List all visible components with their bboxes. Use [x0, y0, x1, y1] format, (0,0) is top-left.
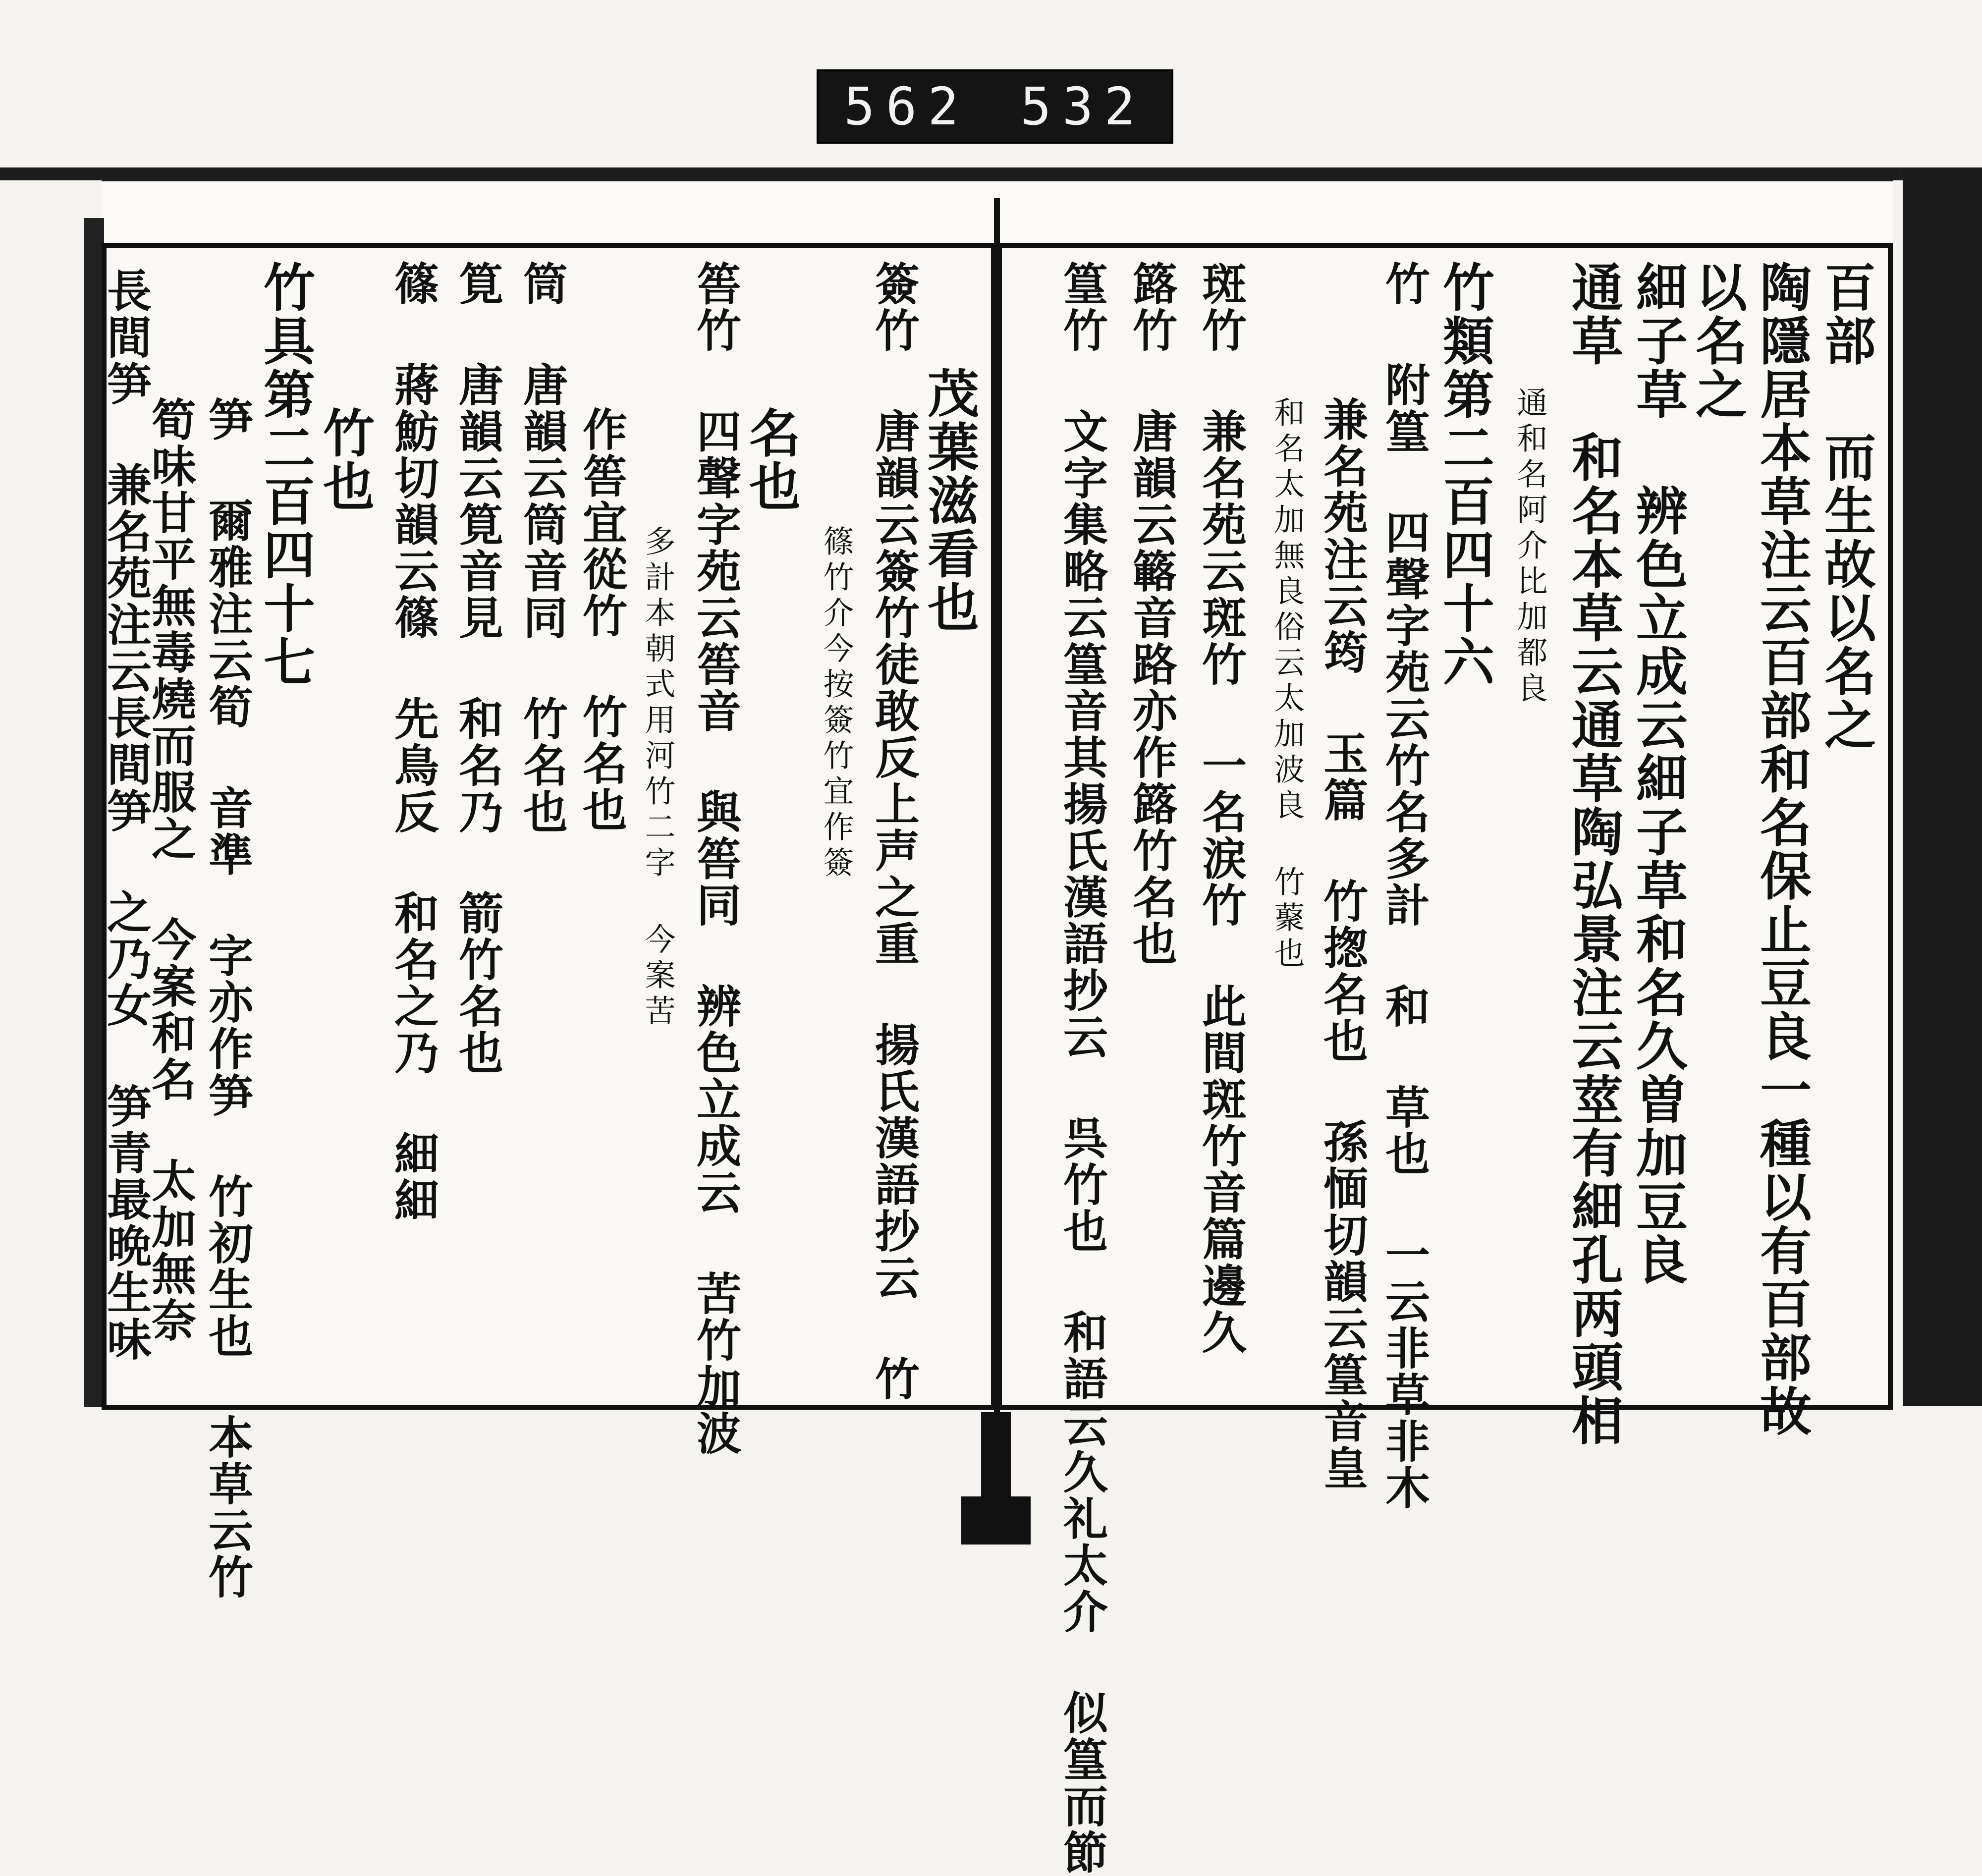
text-column: 篠 蔣魴切韻云篠 先鳥反 和名之乃 細細	[386, 261, 439, 1224]
section-heading: 竹具第二百四十七	[255, 261, 316, 689]
text-column: 竹也	[314, 406, 375, 513]
text-column: 兼名苑注云筠 玉篇 竹揔名也 孫愐切韻云篁音皇	[1316, 396, 1368, 1491]
text-column: 細子草 辨色立成云細子草和名久曽加豆良	[1627, 261, 1688, 1287]
page-number-label	[817, 69, 1173, 144]
text-column: 作筶宜從竹 竹名也	[575, 406, 627, 833]
book-gutter	[994, 198, 1000, 1496]
left-page	[99, 243, 996, 1600]
text-column: 筒 唐韻云筒音同 竹名也	[515, 261, 568, 835]
text-column: 通草 和名本草云通草陶弘景注云莖有細孔两頭相	[1563, 261, 1624, 1447]
text-column-annotation: 和名太加無良俗云太加波良 竹藂也	[1269, 396, 1305, 973]
text-column-annotation: 多計本朝式用河竹二字 今案苦	[640, 525, 676, 1030]
text-column: 篁竹 文字集略云篁音其揚氏漢語抄云 呉竹也 和語云久礼太介 似篁而節	[1055, 261, 1108, 1876]
text-column: 陶隱居本草注云百部和名保止豆良一種以有百部故	[1751, 261, 1812, 1438]
text-column: 簬竹 唐韻云簵音路亦作簬竹名也	[1125, 261, 1177, 967]
text-column: 筶竹 四聲字苑云筶音 與筶同 辨色立成云 苦竹加波	[689, 261, 741, 1457]
text-column: 茂葉滋看也	[919, 367, 980, 634]
right-page	[997, 243, 1893, 1876]
text-column-annotation: 通和名阿介比加都良	[1512, 386, 1548, 708]
text-column: 長間笋 兼名苑注云長間笋 之乃女 笋青最晩生味	[99, 268, 152, 1363]
section-heading: 竹類第二百四十六	[1434, 261, 1495, 689]
left-page-number: 562	[844, 76, 970, 137]
text-column: 筍味甘平無毒燒而服之 今案和名 太加無奈	[144, 396, 196, 1344]
text-column: 笋 爾雅注云筍 音準 字亦作笋 竹初生也 本草云竹	[201, 396, 253, 1600]
text-column: 簽竹 唐韻云簽竹徒敢反上声之重 揚氏漢語抄云 竹	[867, 261, 920, 1402]
scanner-stand-base	[961, 1496, 1031, 1545]
text-column: 名也	[740, 406, 801, 513]
text-column-annotation: 篠竹介今按簽竹宜作簽	[818, 525, 854, 882]
scanner-stand-post	[981, 1412, 1011, 1506]
scanner-clamp-bar	[0, 167, 1982, 180]
text-column: 斑竹 兼名苑云斑竹 一名涙竹 此間斑竹音篇邊久	[1194, 261, 1247, 1356]
text-column: 以名之	[1687, 261, 1748, 421]
text-column: 竹 附篁 四聲字苑云竹名多計 和 草也 一云非草非木	[1377, 261, 1430, 1511]
text-column: 筧 唐韻云筧音見 和名乃 箭竹名也	[451, 261, 503, 1076]
right-page-number: 532	[1020, 76, 1146, 137]
scanner-clamp-right	[1903, 167, 1982, 1406]
text-column: 百部 而生故以名之	[1816, 261, 1876, 752]
